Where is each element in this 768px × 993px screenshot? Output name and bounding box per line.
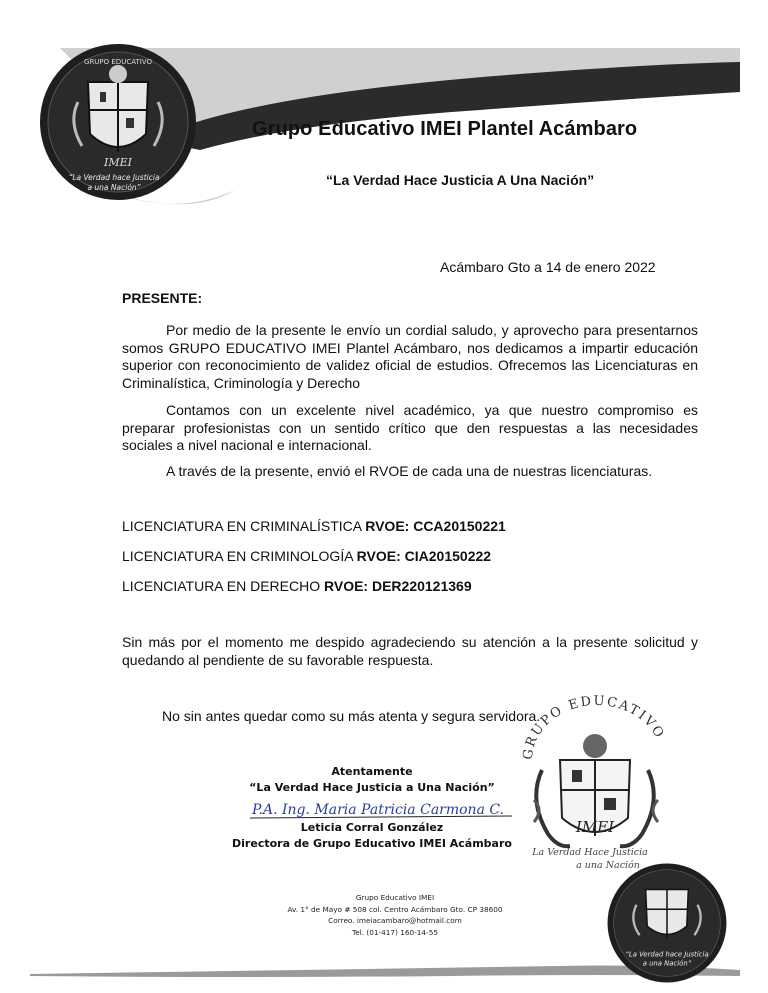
logo-motto-line2: a una Nación”	[87, 183, 141, 192]
license-name: LICENCIATURA EN CRIMINOLOGÍA	[122, 548, 353, 564]
license-name: LICENCIATURA EN CRIMINALÍSTICA	[122, 518, 362, 534]
paragraph-quality-text: Contamos con un excelente nivel académico, ya que nuestro compromiso es preparar profesionistas con un sentido crítico que den respuestas a las necesidades sociales a nivel nacional e internacional.	[122, 402, 698, 453]
paragraph-rvoe-text: A través de la presente, envió el RVOE de cada una de nuestras licenciaturas.	[166, 463, 653, 479]
seal-motto-line1: La Verdad Hace Justicia	[532, 847, 648, 858]
license-item	[122, 548, 491, 564]
paragraph-rvoe	[122, 463, 698, 481]
footer-email: Correo. imeiacambaro@hotmail.com	[328, 916, 462, 925]
license-rvoe: RVOE: CCA20150221	[365, 518, 506, 534]
license-rvoe: RVOE: DER220121369	[324, 578, 472, 594]
license-rvoe: RVOE: CIA20150222	[356, 548, 492, 564]
handwritten-signature-text: P.A. Ing. Maria Patricia Carmona C.	[251, 802, 505, 818]
license-name: LICENCIATURA EN DERECHO	[122, 578, 321, 594]
logo-bottom-motto-line1: “La Verdad hace Justicia	[625, 950, 709, 959]
closing-line: No sin antes quedar como su más atenta y segura servidora.	[162, 708, 541, 724]
signature-block	[232, 764, 512, 852]
footer-phone: Tel. (01-417) 160-14-55	[352, 927, 438, 937]
imei-logo-top	[38, 42, 198, 202]
logo-motto-line1: “La Verdad hace Justicia	[68, 173, 160, 182]
paragraph-intro-text: Por medio de la presente le envío un cordial saludo, y aprovecho para presentarnos somos GRUPO EDUCATIVO IMEI Plantel Acámbaro, nos dedicamos a impartir educación superior con reconocimiento de validez oficial de estudios. Ofrecemos las Licenciaturas en Criminalística, Criminología y Derecho	[122, 322, 698, 391]
signer-title: Directora de Grupo Educativo IMEI Acámbaro	[232, 837, 512, 850]
license-item	[122, 518, 506, 534]
logo-initials: IMEI	[104, 156, 132, 169]
signature-atentamente: Atentamente	[331, 765, 413, 778]
footer-address: Av. 1° de Mayo # 508 col. Centro Acámbaro Gto. CP 38600	[287, 904, 503, 914]
seal-ring-text: GRUPO EDUCATIVO	[520, 693, 668, 761]
letter-date: Acámbaro Gto a 14 de enero 2022	[440, 259, 656, 275]
signer-name: Leticia Corral González	[300, 821, 444, 834]
logo-bottom-motto-line2: a una Nación”	[642, 959, 692, 968]
paragraph-quality	[122, 402, 698, 455]
handwritten-signature	[232, 796, 512, 822]
footer-org: Grupo Educativo IMEI	[355, 893, 435, 902]
signature-line	[232, 796, 512, 820]
imei-logo-bottom	[606, 862, 728, 984]
signature-motto: “La Verdad Hace Justicia a Una Nación”	[249, 781, 495, 794]
logo-ring-text: GRUPO EDUCATIVO	[84, 58, 152, 66]
organization-title: Grupo Educativo IMEI Plantel Acámbaro	[252, 118, 638, 140]
license-item	[122, 578, 472, 594]
closing-paragraph: Sin más por el momento me despido agradeciendo su atención a la presente solicitud y quedando al pendiente de su favorable respuesta.	[122, 634, 698, 668]
organization-motto: “La Verdad Hace Justicia A Una Nación”	[326, 172, 595, 188]
paragraph-intro	[122, 322, 698, 392]
institution-seal	[512, 690, 682, 890]
salutation: PRESENTE:	[122, 290, 203, 306]
seal-initials: IMEI	[575, 818, 615, 836]
seal-motto-line2: a una Nación	[576, 860, 640, 871]
